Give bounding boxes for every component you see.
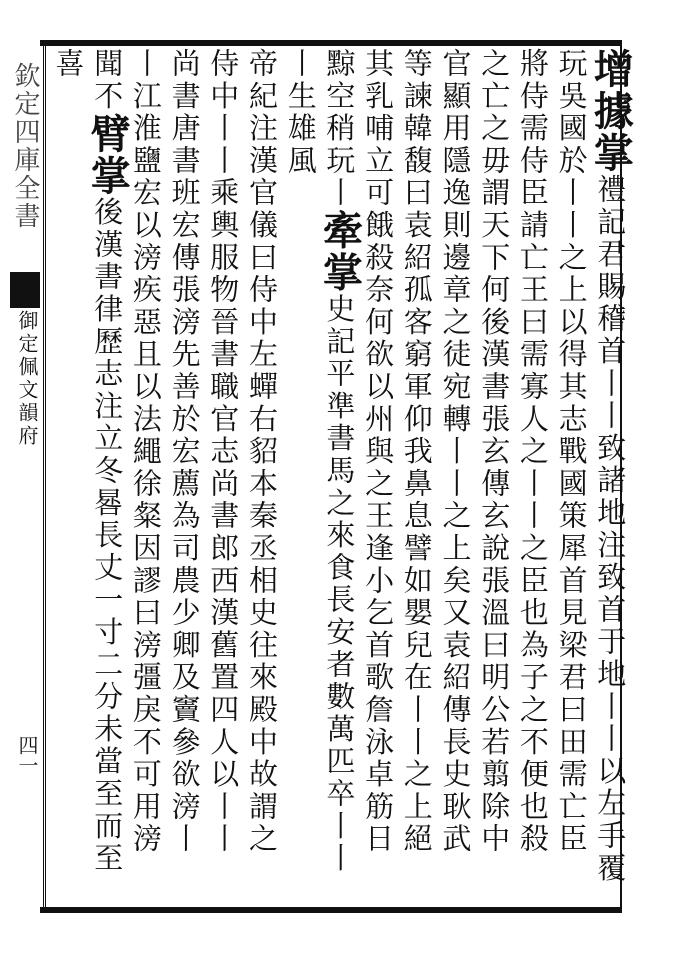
entry-text: 帝紀注漢官儀曰侍中左蟬右貂本秦丞相史往來殿中故謂之	[245, 48, 279, 856]
headword: 增	[587, 48, 635, 90]
page-number: 四一	[15, 735, 39, 775]
entry-text: 玩吳國於丨丨之上以得其志戰國策犀首見梁君曰田需亡臣	[554, 48, 589, 856]
entry-text: 等諫韓馥曰袁紹孤客窮軍仰我鼻息譬如嬰兒在丨丨之上絕	[399, 48, 434, 856]
entry-text: 禮記君賜稽首丨丨致諸地注致首于地丨丨以左手覆	[593, 174, 628, 885]
fish-tail-mark	[10, 272, 40, 308]
entry-text: 侍中丨丨乘輿服物晉書職官志尚書郎西漢舊置四人以丨丨	[206, 48, 241, 856]
headword: 據掌	[587, 90, 635, 174]
text-column	[40, 48, 98, 903]
entry-text: 喜	[51, 48, 86, 81]
entry-text: 尚書唐書班宏傳張滂先善於宏薦為司農少卿及竇參欲滂丨	[167, 48, 202, 856]
entry-text: 其乳哺立可餓殺奈何欲以州與之王逢小乞首歌詹泳卓筋日	[361, 48, 396, 856]
entry-text: 之亡之毋謂天下何後漢書張玄傳玄說張溫曰明公若翦除中	[477, 48, 512, 856]
entry-text: 史記平準書馬之來食長安者數萬匹卒丨丨	[322, 293, 357, 875]
entry-text: 黥空稍玩丨	[322, 48, 357, 210]
book-title: 御定佩文韻府	[15, 310, 39, 448]
entry-text: 後漢書律歷志注立冬晷長丈一寸二分未當至而至	[90, 196, 125, 875]
entry-text: 將侍需侍臣請亡王曰需寡人之丨丨之臣也為子之不便也殺	[515, 48, 550, 856]
headword: 牽掌	[316, 209, 364, 294]
running-title: 欽定四庫全書	[10, 62, 40, 230]
entry-text: 丨江淮鹽宏以滂疾惡且以法繩徐粲因謬曰滂彊戾不可用滂	[128, 48, 163, 856]
entry-text: 官顯用隱逸則邊章之徒宛轉丨丨之上矣又袁紹傳長史耿武	[438, 48, 473, 856]
headword: 臂掌	[84, 112, 132, 197]
entry-text: 丨生雄風	[283, 48, 318, 178]
entry-text: 聞不	[90, 48, 125, 113]
